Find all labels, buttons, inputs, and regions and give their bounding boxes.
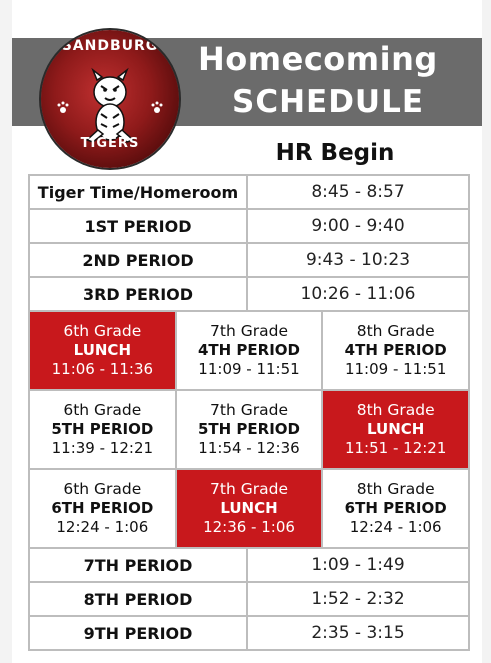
period-label: 9TH PERIOD xyxy=(28,617,248,649)
table-row xyxy=(28,617,470,651)
grade-cell xyxy=(323,470,470,547)
grade-period: 5TH PERIOD xyxy=(51,420,154,438)
grade-period: 4TH PERIOD xyxy=(197,341,301,359)
period-label: 2ND PERIOD xyxy=(28,244,248,276)
period-time: 1:09 - 1:49 xyxy=(248,549,470,581)
grade-label: 8th Grade xyxy=(356,401,435,419)
period-label: 8TH PERIOD xyxy=(28,583,248,615)
grade-row xyxy=(28,470,470,549)
grade-label: 7th Grade xyxy=(210,480,288,498)
period-time: 1:52 - 2:32 xyxy=(248,583,470,615)
grade-cell xyxy=(177,391,324,468)
grade-time: 11:09 - 11:51 xyxy=(344,360,447,378)
grade-time: 11:51 - 12:21 xyxy=(344,439,447,457)
period-label: 1ST PERIOD xyxy=(28,210,248,242)
period-label: 7TH PERIOD xyxy=(28,549,248,581)
grade-period: 6TH PERIOD xyxy=(344,499,447,517)
period-time: 10:26 - 11:06 xyxy=(248,278,470,310)
grade-period: 5TH PERIOD xyxy=(197,420,301,438)
grade-label: 6th Grade xyxy=(63,401,142,419)
period-time: 8:45 - 8:57 xyxy=(248,176,470,208)
grade-period: 4TH PERIOD xyxy=(344,341,447,359)
period-label: 3RD PERIOD xyxy=(28,278,248,310)
grade-cell xyxy=(28,470,177,547)
grade-label: 8th Grade xyxy=(356,480,435,498)
table-row xyxy=(28,583,470,617)
school-logo xyxy=(41,30,179,168)
grade-time: 12:24 - 1:06 xyxy=(349,518,442,536)
table-row xyxy=(28,278,470,312)
title-line-2: SCHEDULE xyxy=(232,84,425,120)
logo-text-top: SANDBURG xyxy=(61,38,159,54)
grade-time: 11:06 - 11:36 xyxy=(51,360,154,378)
grade-period: 6TH PERIOD xyxy=(51,499,154,517)
grade-label: 6th Grade xyxy=(63,480,142,498)
grade-period: LUNCH xyxy=(367,420,425,438)
period-label: Tiger Time/Homeroom xyxy=(28,176,248,208)
grade-cell xyxy=(177,312,324,389)
grade-row xyxy=(28,391,470,470)
grade-label: 6th Grade xyxy=(63,322,142,340)
table-row xyxy=(28,210,470,244)
schedule-table xyxy=(28,174,470,651)
period-time: 9:43 - 10:23 xyxy=(248,244,470,276)
grade-period: LUNCH xyxy=(73,341,131,359)
title-line-1: Homecoming xyxy=(198,40,438,78)
logo-text-bottom: TIGERS xyxy=(80,136,140,151)
table-row xyxy=(28,549,470,583)
table-row xyxy=(28,244,470,278)
grade-time: 11:09 - 11:51 xyxy=(198,360,300,378)
grade-cell xyxy=(177,470,324,547)
table-row xyxy=(28,174,470,210)
grade-label: 7th Grade xyxy=(210,322,288,340)
grade-label: 8th Grade xyxy=(356,322,435,340)
grade-cell xyxy=(323,391,470,468)
period-time: 9:00 - 9:40 xyxy=(248,210,470,242)
grade-time: 11:39 - 12:21 xyxy=(51,439,154,457)
grade-cell xyxy=(323,312,470,389)
grade-time: 12:24 - 1:06 xyxy=(56,518,149,536)
grade-time: 12:36 - 1:06 xyxy=(203,518,295,536)
grade-time: 11:54 - 12:36 xyxy=(198,439,300,457)
grade-label: 7th Grade xyxy=(210,401,288,419)
grade-row xyxy=(28,312,470,391)
grade-period: LUNCH xyxy=(220,499,278,517)
grade-cell xyxy=(28,391,177,468)
period-time: 2:35 - 3:15 xyxy=(248,617,470,649)
grade-cell xyxy=(28,312,177,389)
subtitle: HR Begin xyxy=(275,140,395,166)
